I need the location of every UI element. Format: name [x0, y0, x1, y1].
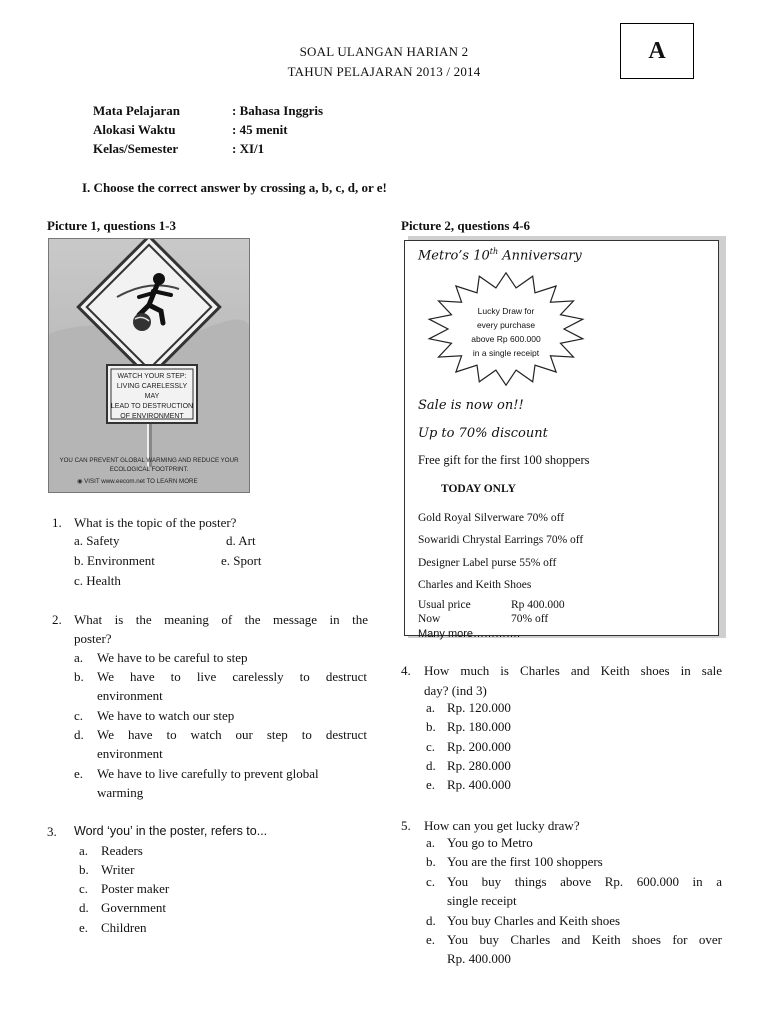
ad-title-prefix: Metro’s 10 [418, 248, 490, 264]
option-1a[interactable]: a. Safety [74, 533, 120, 548]
sign-line: LIVING CARELESSLY MAY [116, 383, 188, 400]
instruction: I. Choose the correct answer by crossing a, b, c, d, or e! [82, 180, 387, 195]
option-letter: d. [426, 758, 436, 773]
option-5b[interactable]: You are the first 100 shoppers [447, 854, 603, 869]
question-3 [47, 822, 268, 842]
option-letter: d. [79, 900, 89, 915]
option-letter: c. [79, 881, 89, 896]
option-4b[interactable]: Rp. 180.000 [447, 719, 511, 734]
ad-title [418, 247, 582, 263]
burst-line: every purchase [476, 320, 536, 330]
option-2e-cont[interactable]: warming [97, 785, 144, 800]
option-letter: e. [79, 920, 89, 935]
question-text: What is the topic of the poster? [74, 515, 237, 530]
option-1b[interactable]: b. Environment [74, 553, 155, 568]
question-number: 1. [52, 515, 62, 530]
now-value: 70% off [511, 613, 549, 625]
question-5 [401, 816, 580, 836]
burst-line: in a single receipt [472, 348, 540, 358]
meta-class [93, 141, 264, 157]
ad-title-suffix: Anniversary [498, 248, 582, 264]
sign-line: LEAD TO DESTRUCTION [110, 403, 194, 410]
sign-line: OF ENVIRONMENT [120, 413, 184, 420]
footer-line: ECOLOGICAL FOOTPRINT. [109, 465, 189, 473]
question-2 [52, 610, 368, 646]
question-text: What is the meaning of the message in the [74, 612, 368, 627]
footer-line: YOU CAN PREVENT GLOBAL WARMING AND REDUCE YOUR [59, 457, 239, 464]
version-code: A [648, 37, 666, 64]
question-text-cont: day? (ind 3) [424, 683, 487, 698]
picture2-caption: Picture 2, questions 4-6 [401, 218, 531, 233]
option-3d[interactable]: Government [101, 900, 166, 915]
option-5e-cont[interactable]: Rp. 400.000 [447, 951, 511, 966]
question-text: How much is Charles and Keith shoes in sale [424, 663, 722, 678]
meta-label: Mata Pelajaran [93, 103, 181, 118]
question-1 [52, 513, 237, 533]
option-5d[interactable]: You buy Charles and Keith shoes [447, 913, 621, 928]
option-3c[interactable]: Poster maker [101, 881, 170, 896]
option-letter: e. [74, 766, 84, 781]
sign-text [109, 372, 195, 422]
ad-title-sup: th [489, 247, 499, 256]
meta-subject [93, 103, 323, 119]
meta-label: Alokasi Waktu [93, 122, 176, 137]
question-number: 4. [401, 663, 411, 678]
option-1e[interactable]: e. Sport [221, 553, 262, 568]
many-more-text: Many more…………. [418, 628, 521, 640]
option-5c[interactable]: You buy things above Rp. 600.000 in a [447, 874, 722, 889]
option-letter: a. [426, 835, 436, 850]
today-only-text: TODAY ONLY [441, 483, 516, 495]
ad-item: Gold Royal Silverware 70% off [418, 512, 565, 524]
question-text: Word ‘you’ in the poster, refers to... [74, 824, 268, 838]
option-2b-cont[interactable]: environment [97, 688, 163, 703]
footprint-icon: ◉ [77, 478, 83, 485]
option-letter: e. [426, 777, 436, 792]
option-4c[interactable]: Rp. 200.000 [447, 739, 511, 754]
option-1c[interactable]: c. Health [74, 573, 121, 588]
option-5e[interactable]: You buy Charles and Keith shoes for over [447, 932, 722, 947]
option-letter: a. [79, 843, 89, 858]
option-letter: b. [426, 854, 436, 869]
usual-price-label: Usual price [418, 599, 471, 611]
sale-text: Sale is now on!! [418, 398, 524, 413]
ad-item: Sowaridi Chrystal Earrings 70% off [418, 534, 584, 546]
option-letter: b. [74, 669, 84, 684]
option-2d-cont[interactable]: environment [97, 746, 163, 761]
option-letter: c. [74, 708, 84, 723]
option-1d[interactable]: d. Art [226, 533, 256, 548]
version-code-box [620, 23, 694, 79]
meta-value: : Bahasa Inggris [232, 103, 324, 118]
question-text-cont: poster? [74, 631, 112, 646]
option-letter: b. [79, 862, 89, 877]
meta-value: : 45 menit [232, 122, 288, 137]
ad-item: Charles and Keith Shoes [418, 579, 532, 591]
lucky-draw-text [445, 304, 567, 360]
question-number: 2. [52, 612, 62, 627]
option-letter: c. [426, 739, 436, 754]
poster-image [48, 238, 250, 493]
option-3a[interactable]: Readers [101, 843, 143, 858]
option-5a[interactable]: You go to Metro [447, 835, 533, 850]
meta-value: : XI/1 [232, 141, 265, 156]
option-letter: b. [426, 719, 436, 734]
option-2b[interactable]: We have to live carelessly to destruct [97, 669, 367, 684]
sign-line: WATCH YOUR STEP: [117, 373, 187, 380]
option-letter: d. [426, 913, 436, 928]
usual-price-value: Rp 400.000 [511, 599, 565, 611]
discount-text: Up to 70% discount [418, 426, 548, 441]
option-letter: d. [74, 727, 84, 742]
option-2e[interactable]: We have to live carefully to prevent global [97, 766, 319, 781]
option-letter: a. [426, 700, 436, 715]
now-label: Now [418, 613, 441, 625]
warning-sign-illustration [49, 239, 249, 492]
option-letter: a. [74, 650, 84, 665]
option-2d[interactable]: We have to watch our step to destruct [97, 727, 367, 742]
option-4d[interactable]: Rp. 280.000 [447, 758, 511, 773]
burst-line: Lucky Draw for [477, 306, 535, 316]
option-2c[interactable]: We have to watch our step [97, 708, 235, 723]
metro-ad [404, 240, 719, 640]
free-gift-text: Free gift for the first 100 shoppers [418, 453, 590, 467]
meta-label: Kelas/Semester [93, 141, 179, 156]
option-5c-cont[interactable]: single receipt [447, 893, 517, 908]
option-3b[interactable]: Writer [101, 862, 135, 877]
exam-title: SOAL ULANGAN HARIAN 2 [299, 44, 469, 59]
ad-item: Designer Label purse 55% off [418, 557, 557, 569]
question-4 [401, 661, 722, 698]
option-2a[interactable]: We have to be careful to step [97, 650, 248, 665]
visit-text: VISIT www.eecom.net TO LEARN MORE [84, 478, 198, 485]
question-number: 5. [401, 818, 411, 833]
question-number: 3. [47, 824, 57, 839]
academic-year: TAHUN PELAJARAN 2013 / 2014 [287, 64, 481, 79]
option-letter: e. [426, 932, 436, 947]
question-text: How can you get lucky draw? [424, 818, 580, 833]
option-3e[interactable]: Children [101, 920, 147, 935]
burst-line: above Rp 600.000 [471, 334, 541, 344]
poster-footer [51, 457, 247, 474]
option-4e[interactable]: Rp. 400.000 [447, 777, 511, 792]
option-letter: c. [426, 874, 436, 889]
poster-visit [77, 478, 198, 485]
meta-time [93, 122, 288, 138]
picture1-caption: Picture 1, questions 1-3 [47, 218, 177, 233]
option-4a[interactable]: Rp. 120.000 [447, 700, 511, 715]
